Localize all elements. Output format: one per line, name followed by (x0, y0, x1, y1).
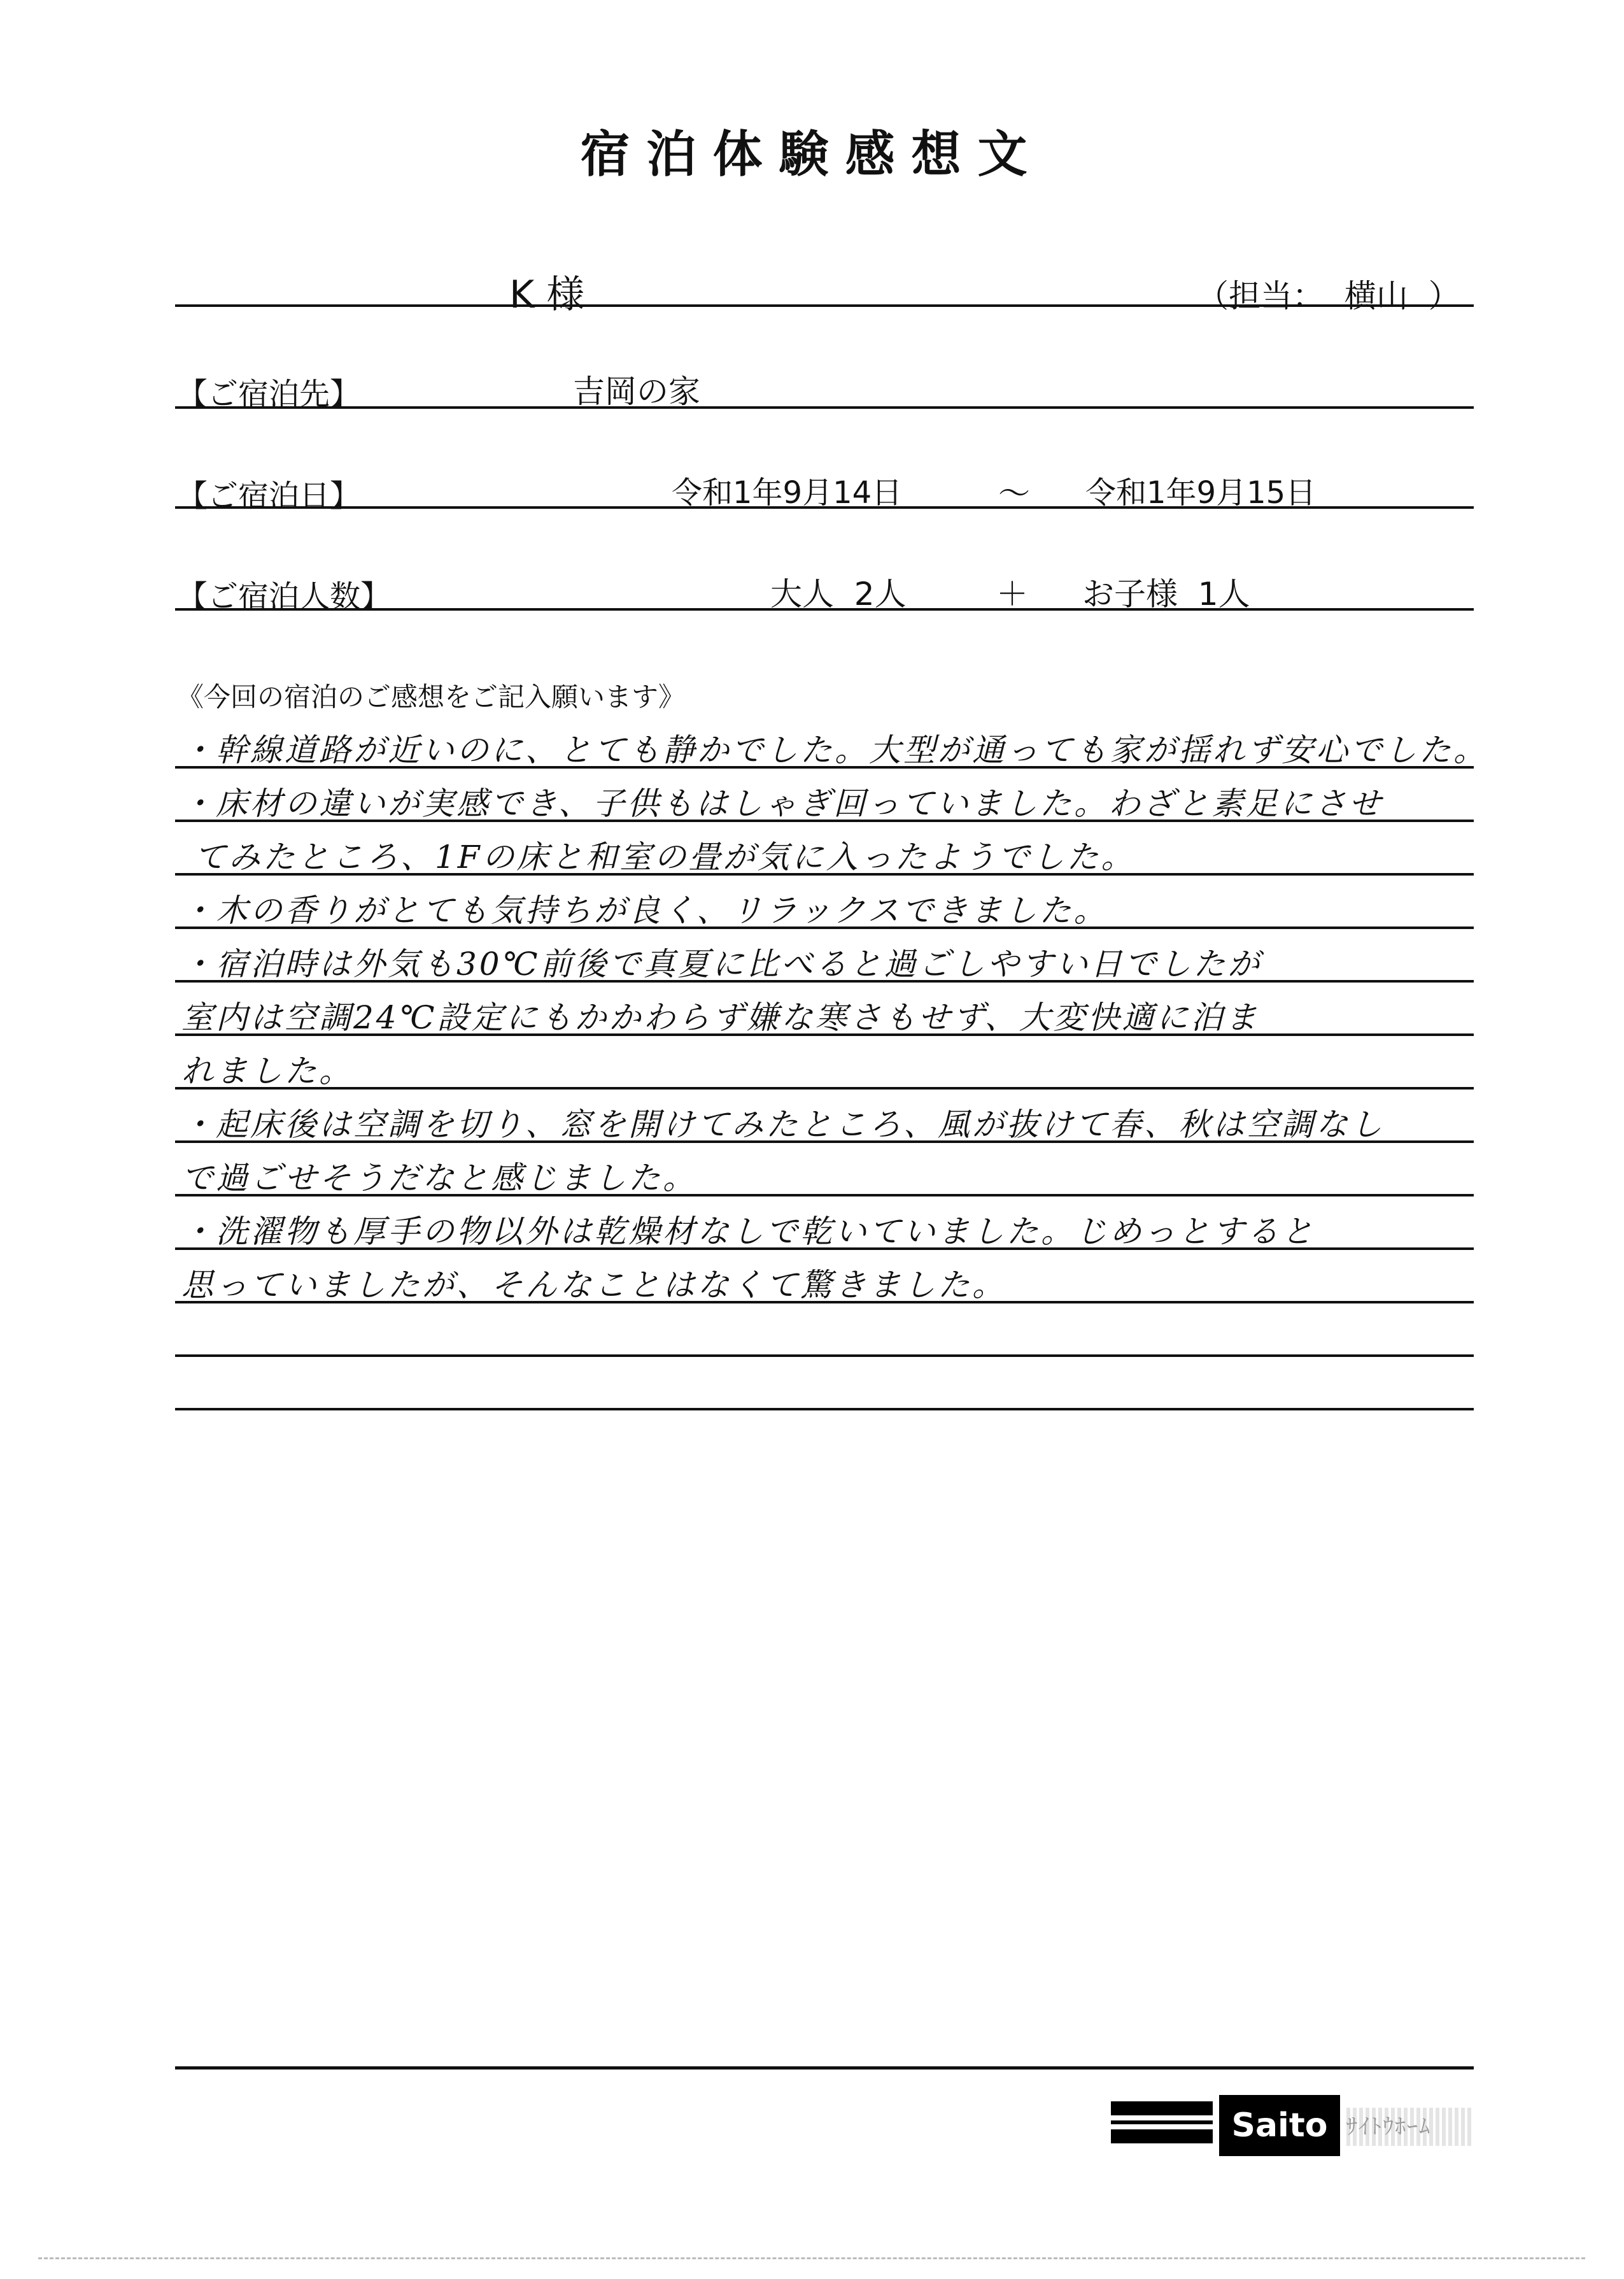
guests-label: 【ご宿泊人数】 (177, 579, 392, 614)
document-title: 宿泊体験感想文 (580, 126, 1044, 183)
header-rule (175, 304, 1474, 307)
impression-line: ・床材の違いが実感でき、子供もはしゃぎ回っていました。わざと素足にさせ (181, 785, 1383, 822)
place-value: 吉岡の家 (573, 373, 700, 410)
writing-rule (175, 820, 1474, 822)
place-label: 【ご宿泊先】 (177, 376, 361, 412)
writing-rule (175, 1354, 1474, 1357)
writing-rule (175, 1087, 1474, 1090)
writing-rule (175, 927, 1474, 929)
date-from: 令和1年9月14日 (672, 475, 903, 511)
date-label: 【ご宿泊日】 (177, 478, 361, 514)
date-rule (175, 506, 1474, 509)
guest-name: K 様 (509, 273, 585, 317)
writing-rule (175, 1194, 1474, 1196)
writing-rule (175, 1408, 1474, 1410)
impression-line: で過ごせそうだなと感じました。 (181, 1160, 697, 1196)
adults-count: 大人 2人 (770, 576, 907, 613)
impression-line: てみたところ、1Fの床と和室の畳が気に入ったようでした。 (194, 839, 1136, 876)
logo-text: Saito (1219, 2095, 1340, 2156)
impression-line: ・幹線道路が近いのに、とても静かでした。大型が通っても家が揺れず安心でした。 (181, 732, 1488, 769)
impression-line: ・宿泊時は外気も30℃前後で真夏に比べると過ごしやすい日でしたが (181, 946, 1262, 983)
logo-mark-icon (1111, 2101, 1213, 2152)
children-count: お子様 1人 (1082, 576, 1250, 613)
scan-edge-line (38, 2257, 1585, 2259)
writing-rule (175, 1301, 1474, 1303)
writing-rule (175, 766, 1474, 769)
impressions-prompt: 《今回の宿泊のご感想をご記入願います》 (177, 681, 686, 713)
impression-line: ・木の香りがとても気持ちが良く、リラックスできました。 (181, 892, 1108, 929)
writing-rule (175, 1247, 1474, 1250)
footer-rule (175, 2066, 1474, 2070)
writing-rule (175, 873, 1474, 876)
place-rule (175, 406, 1474, 409)
impression-line: ・起床後は空調を切り、窓を開けてみたところ、風が抜けて春、秋は空調なし (181, 1106, 1385, 1143)
impression-line: 室内は空調24℃設定にもかかわらず嫌な寒さもせず、大変快適に泊ま (181, 999, 1260, 1036)
logo-tagline: ｻｲﾄｳﾎｰﾑ (1346, 2108, 1474, 2146)
writing-rule (175, 1140, 1474, 1143)
writing-rule (175, 1033, 1474, 1036)
impression-line: ・洗濯物も厚手の物以外は乾燥材なしで乾いていました。じめっとすると (181, 1213, 1316, 1250)
staff-name: （担当： 横山 ） (1197, 278, 1460, 315)
plus-sign: ＋ (996, 576, 1028, 613)
guests-rule (175, 608, 1474, 611)
impression-line: れました。 (181, 1053, 353, 1090)
company-logo (1111, 2095, 1474, 2156)
writing-rule (175, 980, 1474, 983)
impression-line: 思っていましたが、そんなことはなくて驚きました。 (181, 1267, 1006, 1303)
date-to: 令和1年9月15日 (1085, 475, 1317, 511)
date-separator: ～ (998, 475, 1030, 512)
